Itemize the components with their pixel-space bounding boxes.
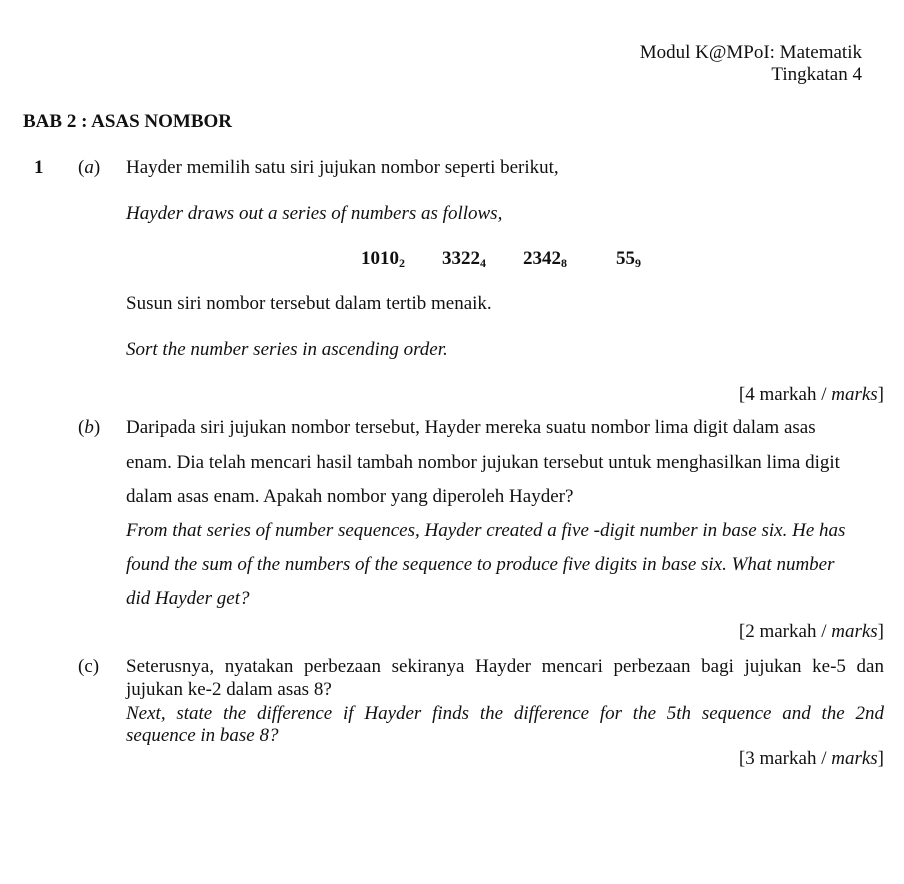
marks-word: marks: [831, 748, 878, 769]
part-b-english-line: did Hayder get?: [126, 588, 250, 609]
number-value: 55: [616, 248, 635, 269]
part-c-english-line: sequence in base 8?: [126, 725, 279, 746]
number-item: [442, 248, 486, 271]
part-a-instruction-english: Sort the number series in ascending order.: [126, 339, 448, 360]
number-base: 4: [480, 256, 486, 270]
module-title: Modul K@MPoI: Matematik: [639, 42, 862, 63]
marks-suffix: ]: [877, 748, 884, 769]
marks-suffix: ]: [877, 384, 884, 405]
part-b-letter: b: [84, 417, 94, 438]
part-a-letter: a: [84, 157, 94, 178]
number-value: 2342: [523, 248, 561, 269]
number-item: [361, 248, 405, 271]
number-value: 1010: [361, 248, 399, 269]
form-level: Tingkatan 4: [771, 64, 862, 85]
number-base: 8: [561, 256, 567, 270]
part-a-label: (a): [78, 157, 101, 178]
marks-prefix: [2 markah /: [738, 621, 832, 642]
part-b-label: (b): [78, 417, 101, 438]
marks-prefix: [3 markah /: [738, 748, 832, 769]
part-b-malay-line: enam. Dia telah mencari hasil tambah nombor jujukan tersebut untuk menghasilkan lima digit: [126, 452, 840, 473]
marks-suffix: ]: [877, 621, 884, 642]
part-b-malay-line: Daripada siri jujukan nombor tersebut, Hayder mereka suatu nombor lima digit dalam asas: [126, 417, 816, 438]
part-b-malay-line: dalam asas enam. Apakah nombor yang diperoleh Hayder?: [126, 486, 574, 507]
number-item: [616, 248, 641, 271]
part-b-marks: [739, 621, 884, 643]
marks-word: marks: [831, 384, 878, 405]
part-a-english-text: Hayder draws out a series of numbers as follows,: [126, 203, 503, 224]
part-c-marks: [739, 748, 884, 770]
part-a-instruction-malay: Susun siri nombor tersebut dalam tertib menaik.: [126, 293, 492, 314]
marks-word: marks: [831, 621, 878, 642]
part-c-label: (c): [78, 656, 100, 677]
number-value: 3322: [442, 248, 480, 269]
number-base: 9: [635, 256, 641, 270]
part-b-english-line: found the sum of the numbers of the sequence to produce five digits in base six. What number: [126, 554, 835, 575]
part-c-malay-line: Seterusnya, nyatakan perbezaan sekiranya Hayder mencari perbezaan bagi jujukan ke-5 dan: [126, 656, 884, 677]
number-item: [523, 248, 567, 271]
number-base: 2: [399, 256, 405, 270]
part-a-marks: [739, 384, 884, 406]
part-b-english-line: From that series of number sequences, Hayder created a five -digit number in base six. He has: [126, 520, 846, 541]
marks-prefix: [4 markah /: [738, 384, 832, 405]
part-a-malay-text: Hayder memilih satu siri jujukan nombor seperti berikut,: [126, 157, 559, 178]
part-c-english-line: Next, state the difference if Hayder finds the difference for the 5th sequence and the 2nd: [126, 703, 884, 724]
question-number: 1: [34, 157, 44, 178]
part-c-malay-line: jujukan ke-2 dalam asas 8?: [126, 679, 332, 700]
chapter-title: BAB 2 : ASAS NOMBOR: [23, 111, 233, 132]
